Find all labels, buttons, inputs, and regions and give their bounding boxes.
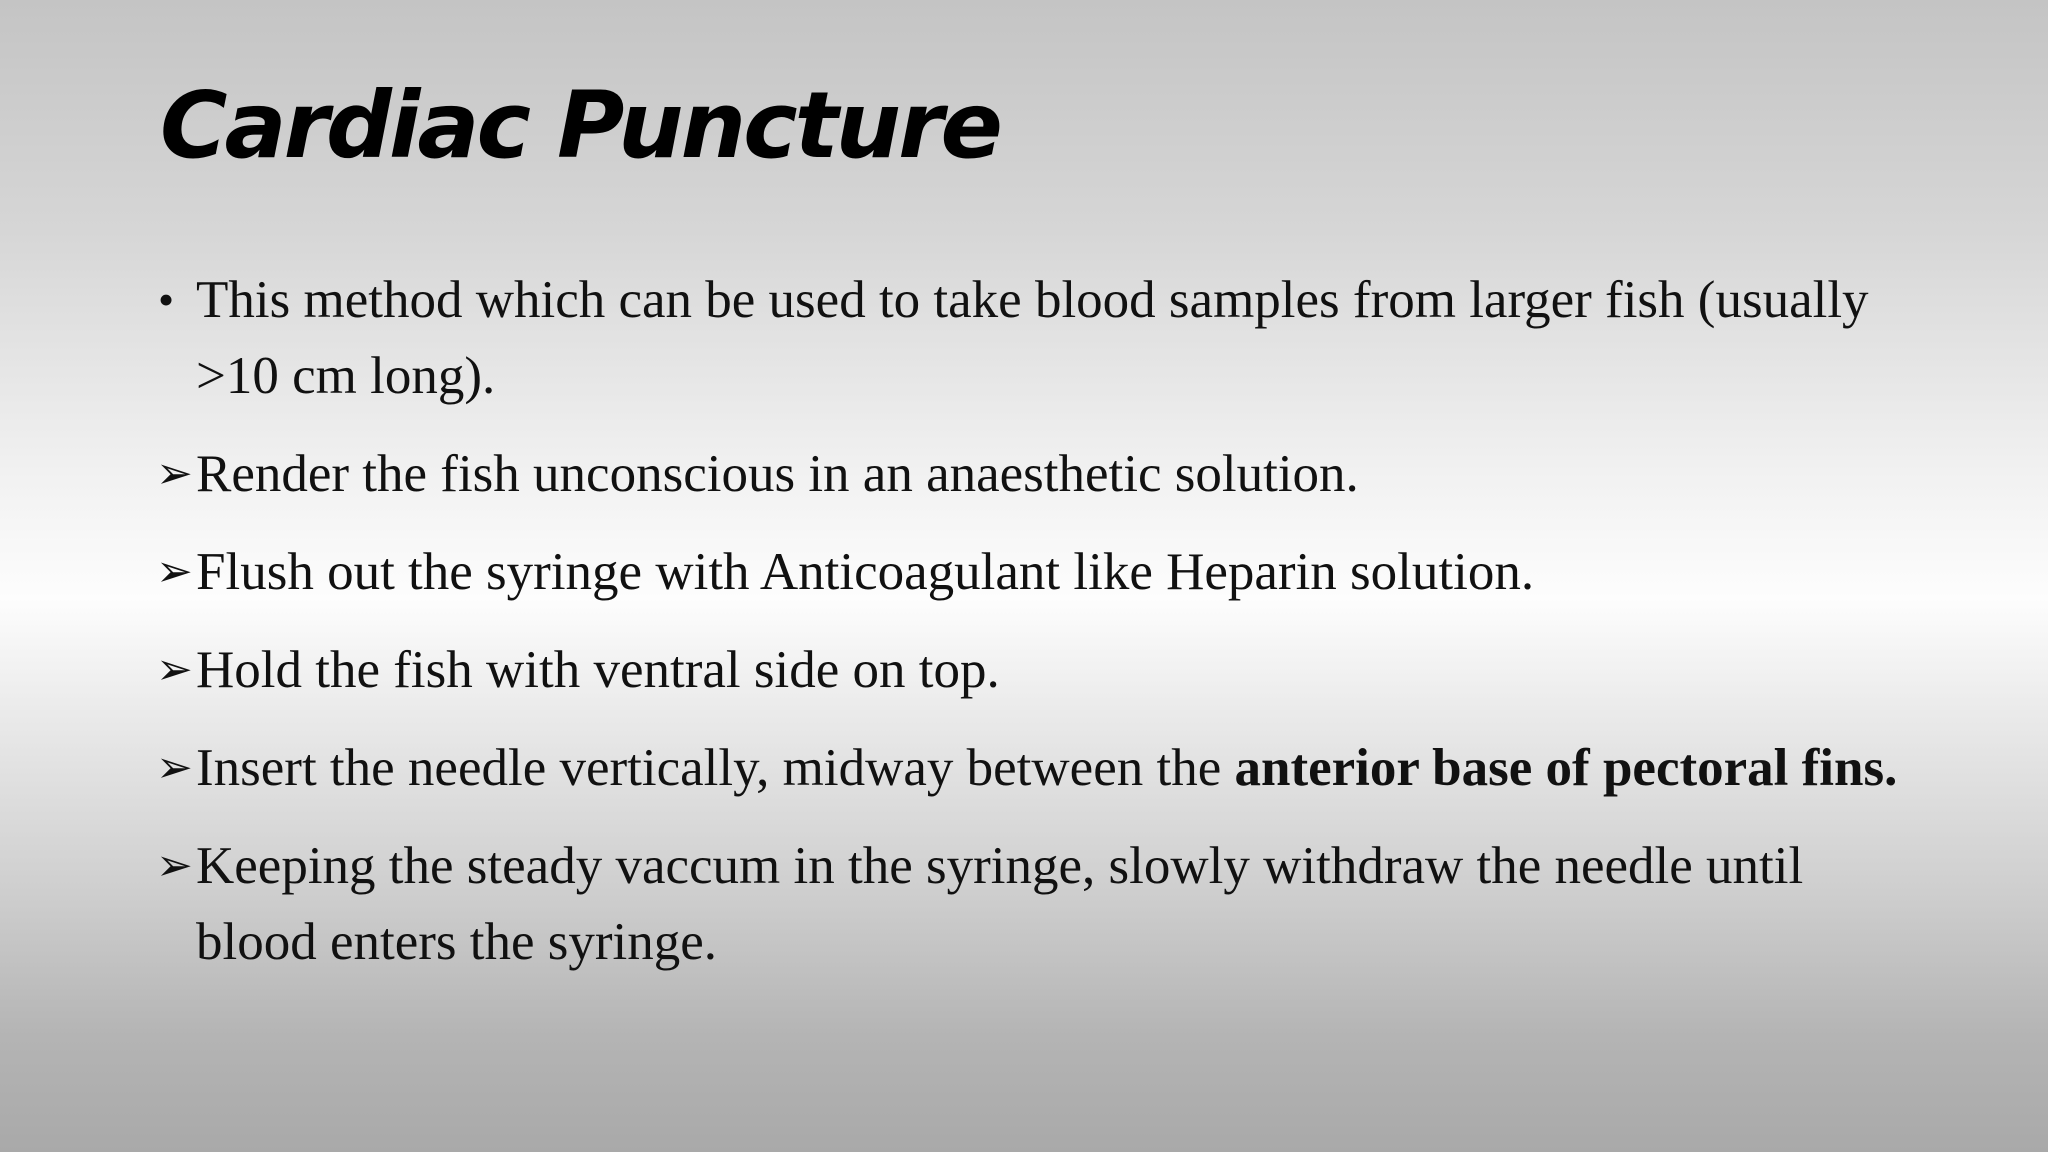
bullet-text: Flush out the syringe with Anticoagulant like Heparin solution. [196, 543, 1535, 601]
bullet-item-method [156, 262, 1916, 414]
bullet-item-withdraw-needle [156, 828, 1916, 980]
bullet-dot-icon: • [158, 274, 175, 325]
bullet-text-regular: Insert the needle vertically, midway between the [196, 739, 1235, 797]
bullet-item-render-unconscious [156, 436, 1916, 512]
bullet-item-insert-needle [156, 730, 1916, 806]
bullet-text: Hold the fish with ventral side on top. [196, 641, 1000, 699]
arrow-bullet-icon: ➢ [156, 743, 193, 792]
arrow-bullet-icon: ➢ [156, 841, 193, 890]
bullet-text: This method which can be used to take blood samples from larger fish (usually >10 cm long). [196, 271, 1869, 405]
bullet-text-bold: anterior base of pectoral fins. [1234, 739, 1898, 797]
arrow-bullet-icon: ➢ [156, 547, 193, 596]
bullet-text: Render the fish unconscious in an anaesthetic solution. [196, 445, 1359, 503]
arrow-bullet-icon: ➢ [156, 645, 193, 694]
bullet-item-hold-fish [156, 632, 1916, 708]
bullet-list [156, 262, 1916, 1002]
bullet-text: Keeping the steady vaccum in the syringe, slowly withdraw the needle until blood enters the syringe. [196, 837, 1804, 971]
bullet-text [196, 739, 1897, 797]
slide-title: Cardiac Puncture [160, 72, 1000, 179]
bullet-item-flush-syringe [156, 534, 1916, 610]
arrow-bullet-icon: ➢ [156, 449, 193, 498]
